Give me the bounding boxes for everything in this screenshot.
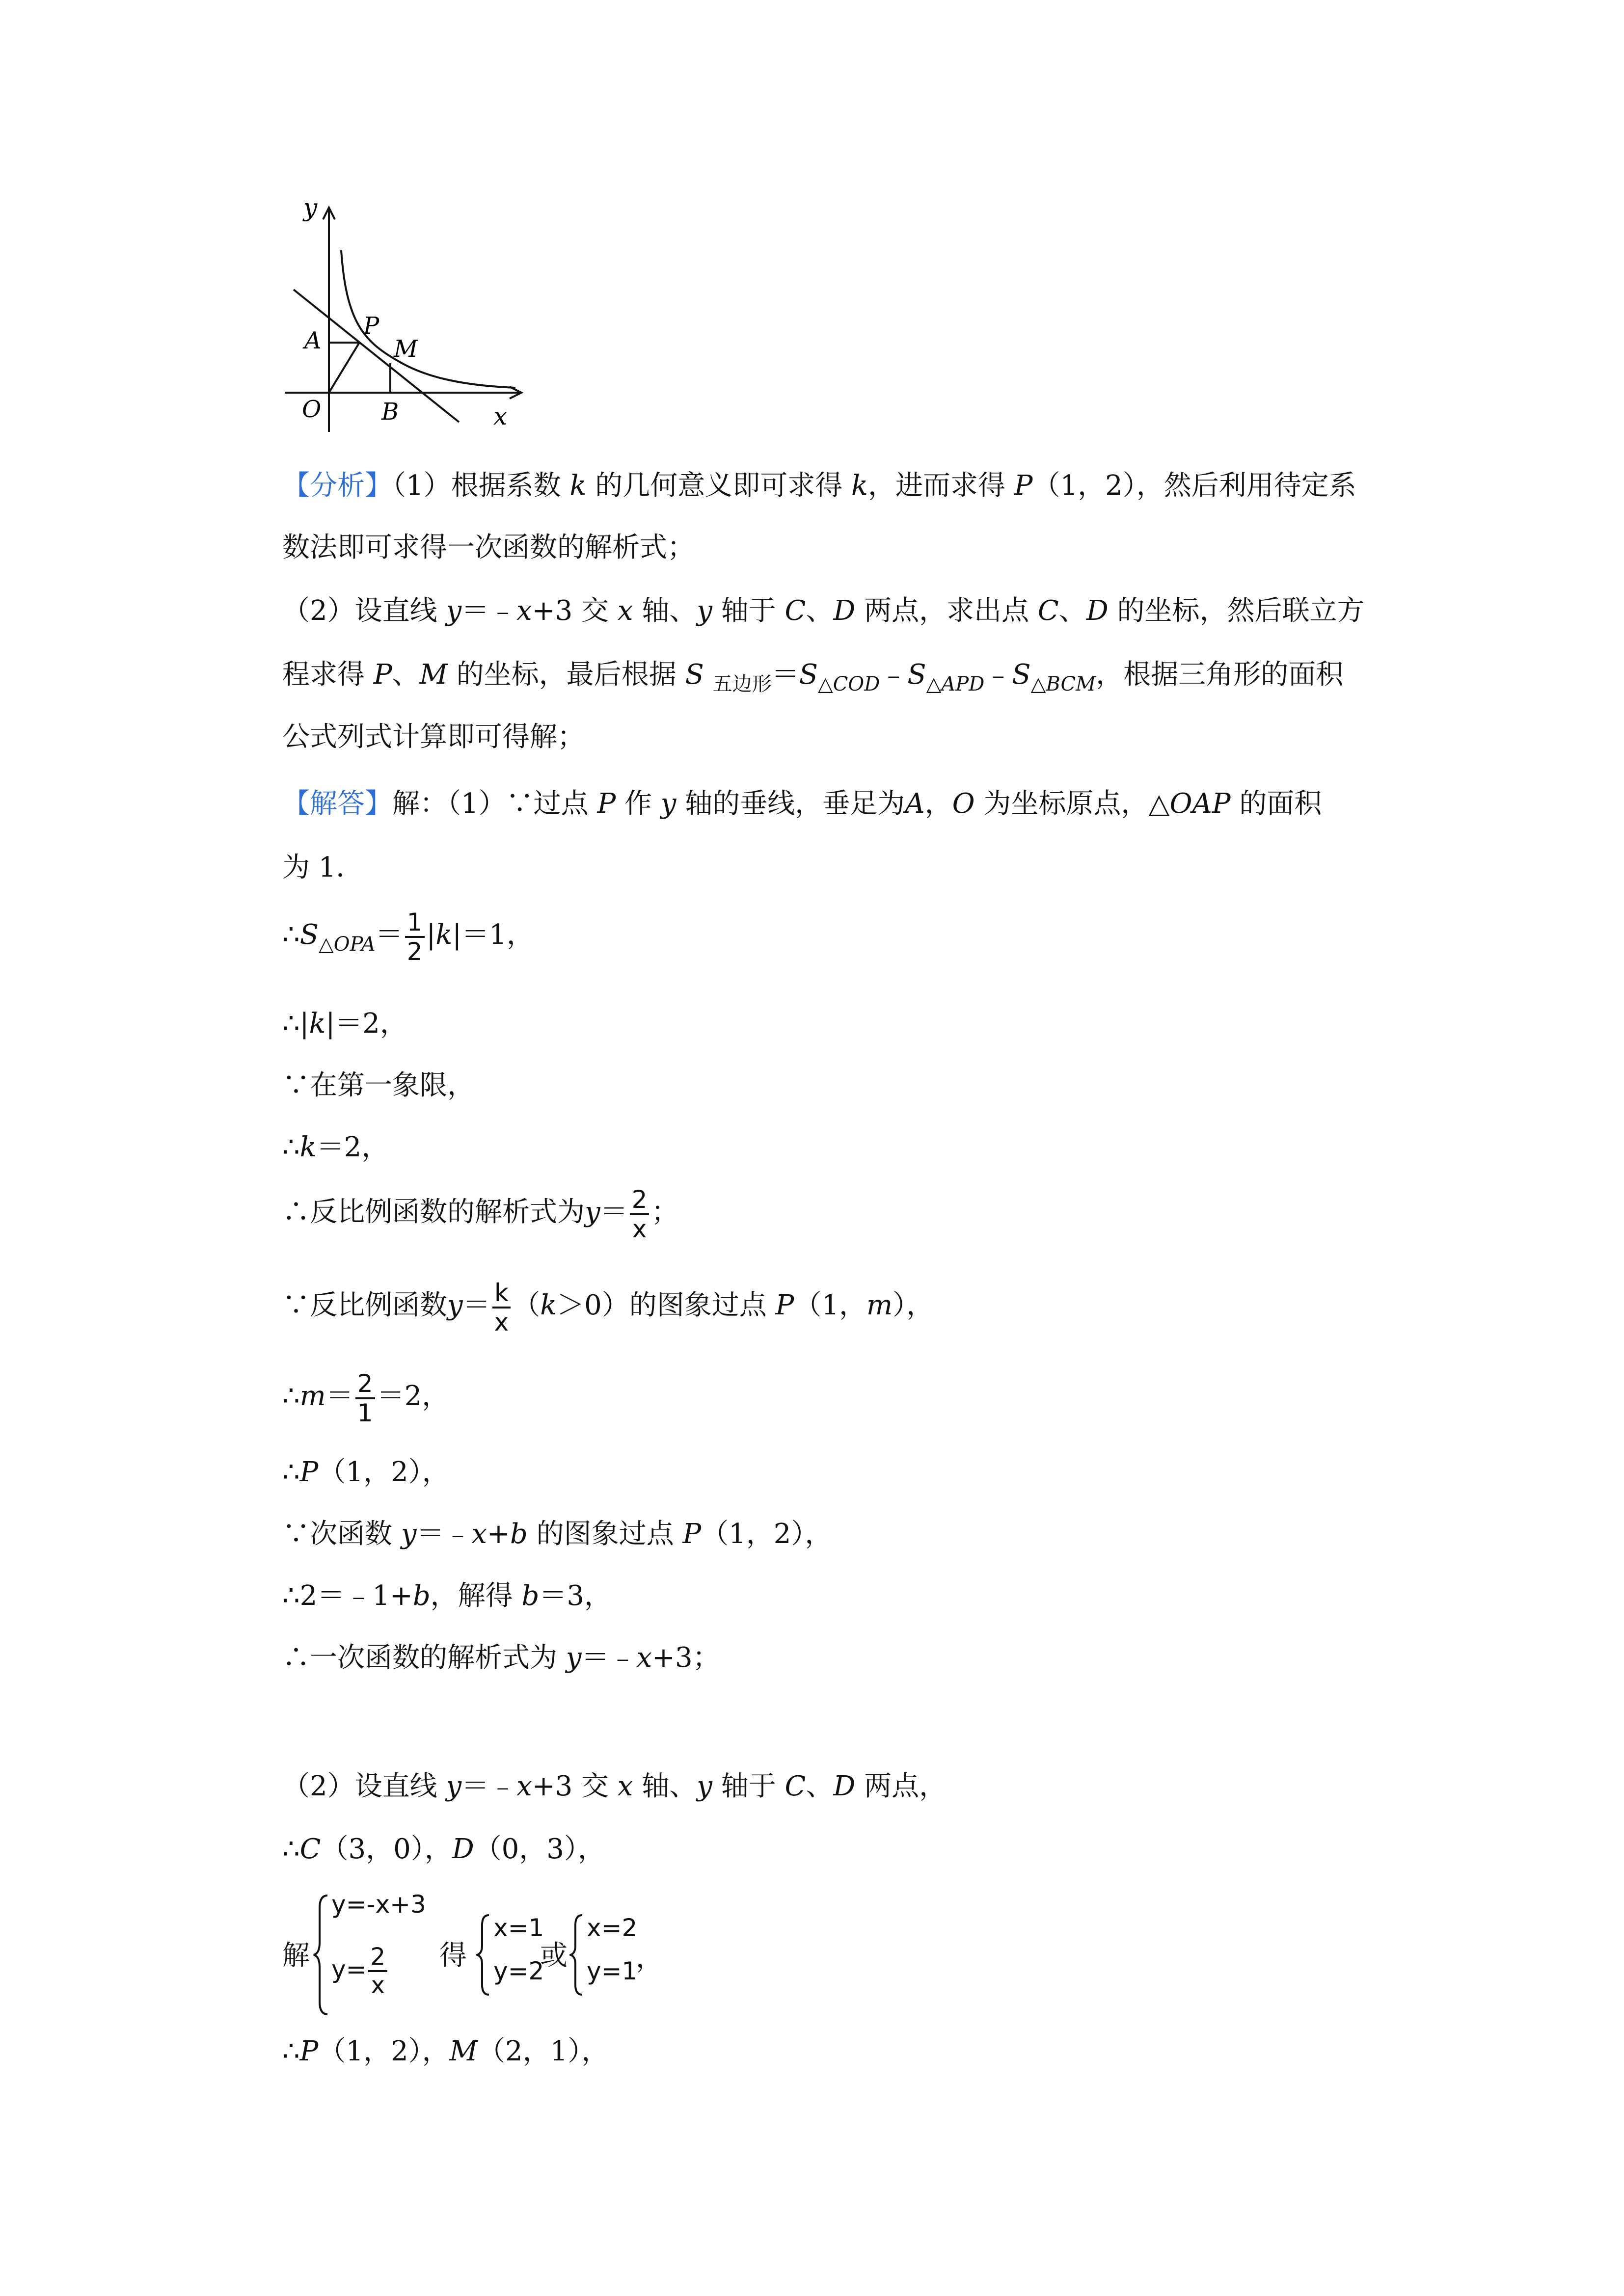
label-B: B xyxy=(381,398,399,426)
analysis-line-1: 【分析】（1）根据系数 k 的几何意义即可求得 k，进而求得 P（1，2），然后利用待定系 xyxy=(282,470,1356,502)
left-brace-1 xyxy=(313,1894,330,2016)
de-label: 得 xyxy=(439,1940,467,1972)
system1-eq2: y= $\frac{2}{x}$ xyxy=(331,1944,389,1999)
fraction-k-over-x: $\frac{k}{x}$ xyxy=(492,1279,511,1336)
answer-line-1: 【解答】解：（1）∵过点 P 作 y 轴的垂线，垂足为A，O 为坐标原点，△OAP 的面积 xyxy=(282,788,1322,820)
analysis-line-5: 公式列式计算即可得解； xyxy=(282,721,585,753)
system2-eq1: x=1 xyxy=(493,1914,544,1942)
function-graph-figure xyxy=(280,194,535,439)
answer-line-13: ∴一次函数的解析式为 y＝﹣x+3； xyxy=(282,1642,720,1674)
answer-line-10: ∴P（1，2）， xyxy=(282,1456,450,1488)
label-P: P xyxy=(363,312,379,340)
answer-line-8: ∵反比例函数y＝ $\frac{k}{x}$ （k＞0）的图象过点 P（1，m）， xyxy=(282,1278,934,1336)
fraction-2-over-1: $\frac{2}{1}$ xyxy=(355,1370,375,1427)
label-M: M xyxy=(394,335,418,363)
answer-line-3: $\therefore S_{\triangle OPA}=$ $\frac{1}{2}$ |k|＝1， xyxy=(282,908,534,966)
label-y: y xyxy=(303,194,318,222)
huo-label: 或 xyxy=(540,1940,568,1972)
fraction-2-over-x: $\frac{2}{x}$ xyxy=(630,1186,650,1243)
answer-line-12: ∴2＝﹣1+b，解得 b＝3， xyxy=(282,1580,612,1612)
answer-part2-line-4: ∴P（1，2），M（2，1）， xyxy=(282,2035,609,2067)
system2-eq2: y=2 xyxy=(493,1957,544,1985)
left-brace-2 xyxy=(476,1913,491,1997)
answer-line-7: ∴反比例函数的解析式为y＝ $\frac{2}{x}$ ； xyxy=(282,1185,679,1243)
analysis-line-3: （2）设直线 y＝﹣x+3 交 x 轴、y 轴于 C、D 两点，求出点 C、D 的坐标，然后联立方 xyxy=(282,595,1365,627)
answer-line-9: ∴m＝ $\frac{2}{1}$ ＝2， xyxy=(282,1369,450,1427)
segment-OP xyxy=(329,343,359,393)
system3-eq1: x=2 xyxy=(587,1914,638,1942)
answer-line-4: ∴|k|＝2， xyxy=(282,1008,407,1040)
fraction-one-half: $\frac{1}{2}$ xyxy=(405,908,425,965)
system1-eq1: y=-x+3 xyxy=(331,1890,426,1919)
label-A: A xyxy=(304,327,322,354)
analysis-line-4: 程求得 P、M 的坐标，最后根据 S $_{五边形}=S_{\triangle COD}﹣S_{\triangle APD}﹣S_{\triangle BCM}$，根据三角形的面积 xyxy=(282,659,1344,695)
equation-system-block xyxy=(282,1890,724,2022)
answer-line-6: ∴k＝2， xyxy=(282,1131,389,1163)
answer-line-5: ∵在第一象限， xyxy=(282,1069,475,1101)
comma: ， xyxy=(636,1942,663,1974)
answer-part2-line-2: ∴C（3，0），D（0，3）， xyxy=(282,1833,605,1865)
answer-part2-line-1: （2）设直线 y＝﹣x+3 交 x 轴、y 轴于 C、D 两点， xyxy=(282,1770,947,1802)
answer-line-2: 为 1． xyxy=(282,852,364,883)
label-O: O xyxy=(302,396,322,423)
analysis-line-2: 数法即可求得一次函数的解析式； xyxy=(282,532,695,563)
system3-eq2: y=1 xyxy=(587,1957,638,1985)
solve-label: 解 xyxy=(282,1940,310,1972)
left-brace-3 xyxy=(569,1913,584,1997)
label-x: x xyxy=(493,402,508,430)
answer-line-11: ∵次函数 y＝﹣x+b 的图象过点 P（1，2）， xyxy=(282,1518,833,1550)
